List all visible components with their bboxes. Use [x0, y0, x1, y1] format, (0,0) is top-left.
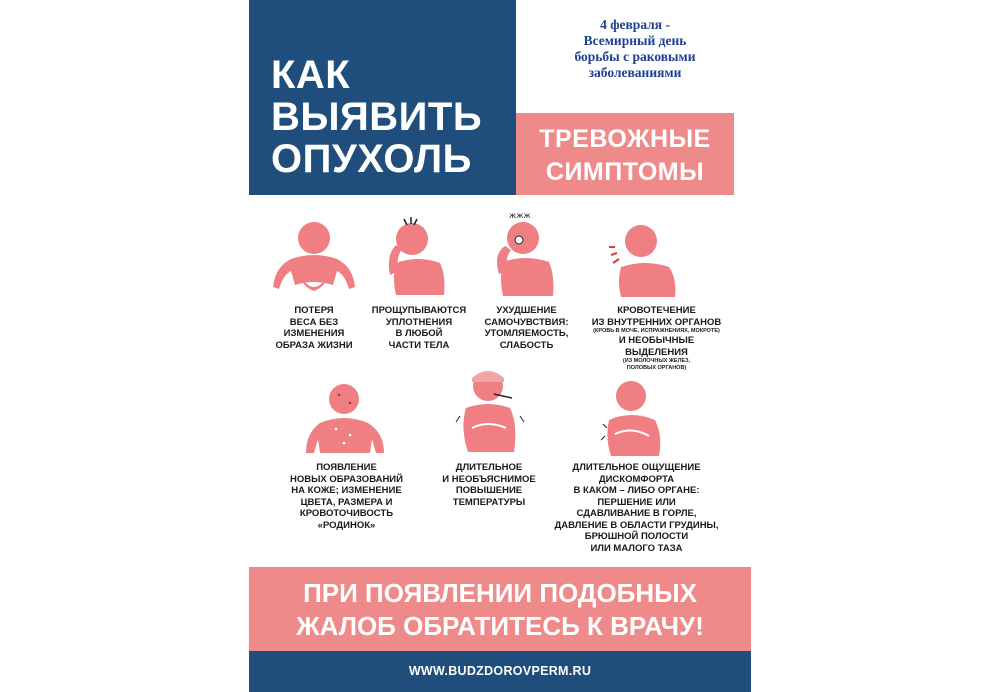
title-line-3: ОПУХОЛЬ — [271, 137, 472, 181]
date-note-line-4: заболеваниями — [588, 65, 682, 80]
palpating-lump-figure-icon — [382, 215, 458, 297]
symptom-label-4: КРОВОТЕЧЕНИЕ ИЗ ВНУТРЕННИХ ОРГАНОВ (КРОВЬ В МОЧЕ, ИСПРАЖНЕНИЯХ, МОКРОТЕ) И НЕОБЫЧНЫЕ ВЫДЕЛЕНИЯ (ИЗ МОЛОЧНЫХ ЖЕЛЕЗ, ПОЛОВЫХ ОРГАНОВ) — [591, 305, 722, 371]
footer-url-link[interactable]: WWW.BUDZDOROVPERM.RU — [408, 664, 592, 678]
date-note-line-2: Всемирный день — [583, 33, 687, 48]
symptoms-badge — [516, 113, 734, 195]
fever-figure-icon — [454, 368, 528, 454]
date-note-line-3: борьбы с раковыми — [574, 49, 696, 64]
symptom-label-2: ПРОЩУПЫВАЮТСЯ УПЛОТНЕНИЯ В ЛЮБОЙ ЧАСТИ ТЕЛА — [371, 305, 467, 351]
date-note-line-1: 4 февраля - — [600, 17, 670, 32]
badge-line-2: СИМПТОМЫ — [545, 158, 705, 186]
symptom-label-3: УХУДШЕНИЕ САМОЧУВСТВИЯ: УТОМЛЯЕМОСТЬ, СЛАБОСТЬ — [484, 305, 569, 351]
symptom-label-7: ДЛИТЕЛЬНОЕ ОЩУЩЕНИЕ ДИСКОМФОРТА В КАКОМ – ЛИБО ОРГАНЕ: ПЕРШЕНИЕ ИЛИ СДАВЛИВАНИЕ В ГОРЛЕ, ДАВЛЕНИЕ В ОБЛАСТИ ГРУДИНЫ, БРЮШНОЙ ПОЛОСТИ ИЛИ МАЛОГО ТАЗА — [554, 462, 719, 554]
poster-title — [271, 54, 482, 180]
title-line-1: КАК — [271, 53, 351, 97]
svg-text:жжж: жжж — [509, 211, 531, 220]
symptom-label-6: ДЛИТЕЛЬНОЕ И НЕОБЪЯСНИМОЕ ПОВЫШЕНИЕ ТЕМПЕРАТУРЫ — [442, 462, 536, 508]
title-line-2: ВЫЯВИТЬ — [271, 95, 483, 139]
skin-spots-figure-icon — [304, 383, 386, 455]
badge-line-1: ТРЕВОЖНЫЕ — [539, 125, 711, 153]
weight-loss-figure-icon — [271, 221, 357, 297]
date-note — [529, 17, 741, 81]
discomfort-figure-icon — [601, 380, 667, 456]
cta-line-2: ЖАЛОБ ОБРАТИТЕСЬ К ВРАЧУ! — [296, 611, 704, 641]
fatigue-figure-icon — [489, 208, 563, 296]
symptom-label-1: ПОТЕРЯ ВЕСА БЕЗ ИЗМЕНЕНИЯ ОБРАЗА ЖИЗНИ — [275, 305, 353, 351]
bleeding-cough-figure-icon — [605, 223, 685, 297]
symptom-label-5: ПОЯВЛЕНИЕ НОВЫХ ОБРАЗОВАНИЙ НА КОЖЕ; ИЗМЕНЕНИЕ ЦВЕТА, РАЗМЕРА И КРОВОТОЧИВОСТЬ «РОДИНОК» — [290, 462, 403, 531]
title-block — [249, 0, 516, 195]
cta-line-1: ПРИ ПОЯВЛЕНИИ ПОДОБНЫХ — [303, 578, 697, 608]
call-to-action-banner — [249, 567, 751, 651]
poster — [249, 0, 751, 692]
footer — [249, 651, 751, 692]
